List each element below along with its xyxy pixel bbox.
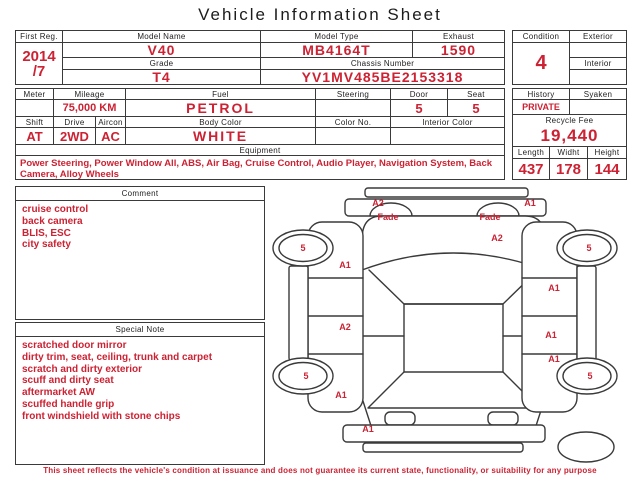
condition-table <box>512 30 627 85</box>
mileage-value: 75,000 KM <box>54 100 126 117</box>
dimensions-grid <box>513 147 626 179</box>
recycle-fee-value: 19,440 <box>513 125 626 147</box>
spare-tire <box>558 432 614 462</box>
color-no-label: Color No. <box>316 117 391 128</box>
equipment-label: Equipment <box>16 145 504 156</box>
grade-label: Grade <box>63 58 261 70</box>
history-label: History <box>513 89 570 100</box>
color-no-value <box>316 128 391 145</box>
equipment-value: Power Steering, Power Window All, ABS, Air Bag, Cruise Control, Audio Player, Navigation System, Back Camera, Alloy Wheels <box>20 158 493 179</box>
shift-label: Shift <box>16 117 54 128</box>
body-color-value: WHITE <box>126 128 316 145</box>
right-sill <box>577 266 596 360</box>
interior-value <box>570 70 626 84</box>
seat-label: Seat <box>448 89 504 100</box>
wheel-grade-rear-left: 5 <box>303 371 309 381</box>
disclaimer-text: This sheet reflects the vehicle's condition at issuance and does not guarantee its current state, functionality, or suitability for any purpose <box>43 466 597 475</box>
syaken-value <box>570 100 626 115</box>
damage-marker-quarter-rear-left: A1 <box>335 390 347 400</box>
body-top-view <box>362 216 545 432</box>
model-type-value: MB4164T <box>261 43 413 58</box>
damage-marker-door-left: A2 <box>339 322 351 332</box>
length-value: 437 <box>513 159 550 179</box>
first-reg-month: /7 <box>32 62 46 80</box>
drive-value: 2WD <box>54 128 96 145</box>
condition-label: Condition <box>513 31 570 43</box>
height-label: Height <box>588 147 626 159</box>
comment-body <box>16 201 264 254</box>
shift-value: AT <box>16 128 54 145</box>
chassis-number-label: Chassis Number <box>261 58 504 70</box>
first-reg-label: First Reg. <box>16 31 63 43</box>
special-note-label: Special Note <box>16 323 264 337</box>
special-note-line: aftermarket AW <box>22 387 95 399</box>
model-name-label: Model Name <box>63 31 261 43</box>
special-note-line: scratch and dirty exterior <box>22 363 143 375</box>
interior-color-value <box>391 128 504 145</box>
exterior-value <box>570 43 626 58</box>
damage-marker-hood: A2 <box>491 233 503 243</box>
drive-label: Drive <box>54 117 96 128</box>
fuel-label: Fuel <box>126 89 316 100</box>
length-label: Length <box>513 147 550 159</box>
comment-line: BLIS, ESC <box>22 227 71 239</box>
steering-label: Steering <box>316 89 391 100</box>
first-reg-year: 2014 <box>22 47 56 65</box>
wheel-grade-front-right: 5 <box>586 243 592 253</box>
comment-box <box>15 186 265 320</box>
comment-line: city safety <box>22 239 71 251</box>
condition-value: 4 <box>513 43 570 84</box>
damage-marker-front-bumper-left: A2 <box>372 198 384 208</box>
history-value: PRIVATE <box>513 100 570 115</box>
damage-marker-front-bumper-right: A1 <box>524 198 536 208</box>
interior-label: Interior <box>570 58 626 70</box>
comment-label: Comment <box>16 187 264 201</box>
front-grille-bar <box>365 188 528 197</box>
special-note-line: front windshield with stone chips <box>22 410 181 422</box>
comment-line: cruise control <box>22 204 89 215</box>
special-note-line: scuffed handle grip <box>22 398 115 410</box>
exhaust-label: Exhaust <box>413 31 504 43</box>
grade-value: T4 <box>63 70 261 84</box>
steering-value <box>316 100 391 117</box>
specs-table <box>15 88 505 180</box>
exhaust-value: 1590 <box>413 43 504 58</box>
meter-label: Meter <box>16 89 54 100</box>
special-note-line: scuff and dirty seat <box>22 375 114 387</box>
aircon-value: AC <box>96 128 126 145</box>
recycle-fee-label: Recycle Fee <box>545 115 594 125</box>
aircon-label: Aircon <box>96 117 126 128</box>
syaken-label: Syaken <box>570 89 626 100</box>
fuel-value: PETROL <box>126 100 316 117</box>
comment-line: back camera <box>22 215 83 227</box>
damage-marker-rear-bumper: A1 <box>362 424 374 434</box>
wheel-grade-rear-right: 5 <box>587 371 593 381</box>
special-note-line: dirty trim, seat, ceiling, trunk and carpet <box>22 351 213 363</box>
rear-light-right <box>488 412 518 425</box>
damage-marker-headlight-left: Fade <box>377 212 399 222</box>
seat-value: 5 <box>448 100 504 117</box>
wheel-grade-front-left: 5 <box>300 243 306 253</box>
special-note-body <box>16 337 264 426</box>
history-panel <box>512 88 627 180</box>
page-title: Vehicle Information Sheet <box>198 5 442 24</box>
exterior-label: Exterior <box>570 31 626 43</box>
door-value: 5 <box>391 100 448 117</box>
width-label: Widht <box>550 147 588 159</box>
special-note-line: scratched door mirror <box>22 340 127 351</box>
chassis-number-value: YV1MV485BE2153318 <box>301 70 464 84</box>
body-color-label: Body Color <box>126 117 316 128</box>
first-reg-value <box>16 43 63 84</box>
car-damage-diagram <box>268 186 636 465</box>
special-note-box <box>15 322 265 465</box>
damage-marker-quarter-rear-right: A1 <box>548 354 560 364</box>
damage-marker-door-rear-right: A1 <box>545 330 557 340</box>
height-value: 144 <box>594 160 620 178</box>
left-sill <box>289 266 308 360</box>
rear-light-left <box>385 412 415 425</box>
rear-lower-bar <box>363 443 523 452</box>
damage-marker-door-front-right: A1 <box>548 283 560 293</box>
mileage-label: Mileage <box>54 89 126 100</box>
car-outline-drawing <box>268 186 636 465</box>
damage-marker-headlight-right: Fade <box>479 212 501 222</box>
door-label: Door <box>391 89 448 100</box>
damage-marker-fender-front-left: A1 <box>339 260 351 270</box>
identification-table <box>15 30 505 85</box>
model-type-label: Model Type <box>261 31 413 43</box>
meter-value <box>16 100 54 117</box>
interior-color-label: Interior Color <box>391 117 504 128</box>
model-name-value: V40 <box>63 43 261 58</box>
width-value: 178 <box>550 159 588 179</box>
